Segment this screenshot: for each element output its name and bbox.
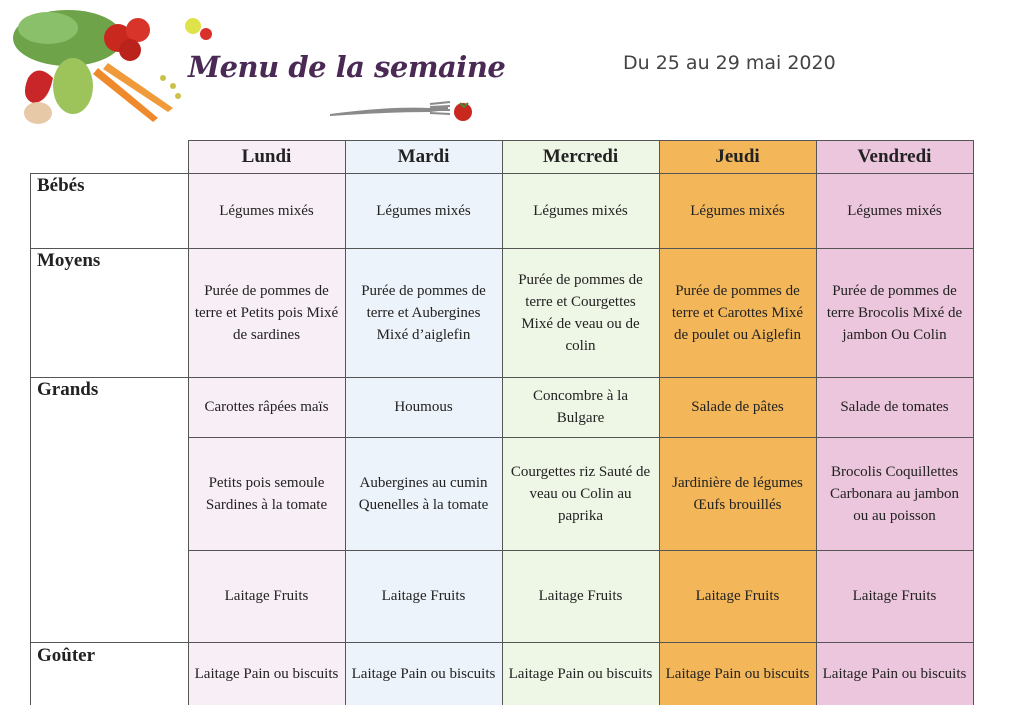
menu-cell: Légumes mixés xyxy=(376,202,471,219)
menu-cell: Laitage Pain ou biscuits xyxy=(822,665,967,682)
row-label-gouter: Goûter xyxy=(37,645,96,666)
page-title: Menu de la semaine xyxy=(188,50,506,84)
grid-line xyxy=(188,550,974,551)
menu-cell: Aubergines au cumin Quenelles à la tomate xyxy=(358,474,489,513)
menu-cell: Légumes mixés xyxy=(847,202,942,219)
menu-cell: Laitage Fruits xyxy=(852,588,937,604)
row-label-grands: Grands xyxy=(37,379,99,400)
header-lundi: Lundi xyxy=(241,145,292,167)
menu-cell: Légumes mixés xyxy=(219,202,314,219)
header-jeudi: Jeudi xyxy=(715,145,760,167)
grid-line xyxy=(188,437,974,438)
menu-cell: Carottes râpées maïs xyxy=(204,399,329,415)
menu-cell: Jardinière de légumes Œufs brouillés xyxy=(672,474,803,513)
grid-line xyxy=(188,140,974,141)
menu-cell: Brocolis Coquillettes Carbonara au jambon ou au poisson xyxy=(829,463,960,524)
menu-cell: Purée de pommes de terre Brocolis Mixé de jambon Ou Colin xyxy=(826,282,963,343)
grid-line xyxy=(973,140,974,705)
grid-line xyxy=(30,173,31,705)
menu-cell: Laitage Pain ou biscuits xyxy=(351,665,496,682)
grid-line xyxy=(502,140,503,705)
menu-cell: Courgettes riz Sauté de veau ou Colin au paprika xyxy=(510,463,651,524)
grid-line xyxy=(345,140,346,705)
menu-cell: Laitage Fruits xyxy=(695,588,780,604)
header-mardi: Mardi xyxy=(397,145,450,167)
grid-line xyxy=(659,140,660,705)
grid-line xyxy=(30,377,974,378)
menu-cell: Purée de pommes de terre et Petits pois Mixé de sardines xyxy=(194,282,339,343)
menu-cell: Laitage Pain ou biscuits xyxy=(665,665,810,682)
grid-line xyxy=(816,140,817,705)
menu-cell: Légumes mixés xyxy=(533,202,628,219)
grid-line xyxy=(188,140,189,705)
menu-cell: Laitage Pain ou biscuits xyxy=(508,665,653,682)
row-label-moyens: Moyens xyxy=(37,250,101,271)
menu-cell: Légumes mixés xyxy=(690,202,785,219)
menu-cell: Purée de pommes de terre et Carottes Mixé de poulet ou Aiglefin xyxy=(671,282,804,343)
row-label-bebes: Bébés xyxy=(37,175,85,196)
header-mercredi: Mercredi xyxy=(542,145,619,167)
menu-cell: Laitage Fruits xyxy=(224,588,309,604)
date-range: Du 25 au 29 mai 2020 xyxy=(623,52,836,74)
menu-cell: Salade de tomates xyxy=(840,399,949,415)
menu-cell: Laitage Fruits xyxy=(538,588,623,604)
menu-cell: Petits pois semoule Sardines à la tomate xyxy=(205,474,328,513)
menu-cell: Purée de pommes de terre et Courgettes Mixé de veau ou de colin xyxy=(518,271,643,354)
menu-cell: Houmous xyxy=(394,399,453,415)
menu-cell: Laitage Pain ou biscuits xyxy=(194,665,339,682)
menu-cell: Laitage Fruits xyxy=(381,588,466,604)
header-vendredi: Vendredi xyxy=(857,145,932,167)
menu-cell: Purée de pommes de terre et Aubergines Mixé d’aiglefin xyxy=(361,282,486,343)
grid-line xyxy=(30,248,974,249)
grid-line xyxy=(30,173,974,174)
grid-line xyxy=(30,642,974,643)
menu-cell: Concombre à la Bulgare xyxy=(533,388,628,426)
menu-cell: Salade de pâtes xyxy=(691,399,784,415)
